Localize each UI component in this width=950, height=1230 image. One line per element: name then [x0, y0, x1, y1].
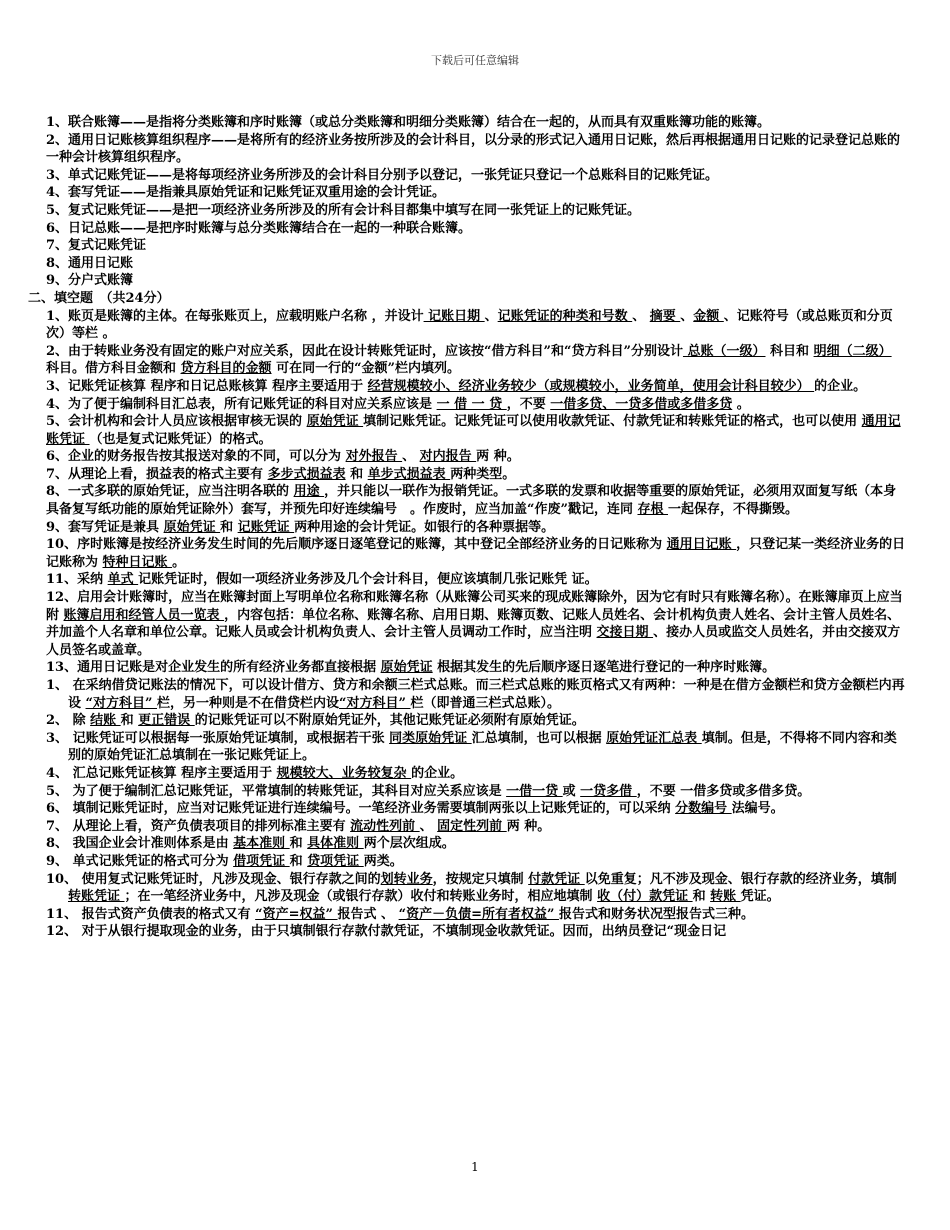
text-run: 9、 单式记账凭证的格式可分为 [46, 853, 234, 869]
answer-blank: 结账 [90, 713, 121, 729]
answer-blank: 一借一贷 [506, 783, 563, 799]
text-run: 1、联合账簿——是指将分类账簿和序时账簿（或总分类账簿和明细分类账簿）结合在一起的，从而具有双重账簿功能的账簿。 [46, 115, 771, 130]
paragraph [28, 871, 908, 906]
text-run: 。 [732, 396, 750, 412]
text-run: 6、日记总账——是把序时账簿与总分类账簿结合在一起的一种联合账簿。 [46, 220, 472, 236]
text-run: 和 [692, 889, 711, 905]
paragraph [28, 783, 908, 801]
text-run: 9、分户式账簿 [46, 273, 134, 289]
text-run: 7、复式记账凭证 [46, 238, 147, 254]
text-run: 、记账符号（或总账页和分页次）等栏 。 [46, 308, 893, 342]
text-run: 4、为了便于编制科目汇总表，所有记账凭证的科目对应关系应该是 [46, 396, 437, 412]
text-run: 11、 报告式资产负债表的格式又有 [46, 906, 256, 922]
text-run: 两 种。 [476, 449, 520, 465]
paragraph [28, 308, 908, 343]
text-run: 9、套写凭证是兼具 [46, 519, 164, 535]
text-run: 4、套写凭证——是指兼具原始凭证和记账凭证双重用途的会计凭证。 [46, 185, 446, 201]
text-run: 和 [220, 519, 238, 535]
text-run: （也是复式记账凭证）的格式。 [89, 431, 272, 447]
answer-blank: 金额 [693, 308, 724, 324]
paragraph [28, 800, 908, 818]
text-run: 栏，另一种则是不在借贷栏内设 [157, 695, 340, 711]
paragraph [28, 765, 908, 783]
answer-blank: 贷项凭证 [307, 853, 364, 869]
answer-blank: 规模较大、业务较复杂 [276, 765, 412, 781]
paragraph [28, 343, 908, 378]
text-run: 报告式 、 [337, 906, 399, 922]
text-run: 1、 在采纳借贷记账法的情况下，可以设计借方、贷方和余额三栏式总账。而三栏式总账的账页格式又有两种：一种是在借方金额栏和贷方金额栏内再设 [46, 678, 905, 711]
text-run: 的企业。 [814, 378, 867, 394]
answer-blank: 通用日记账 [666, 537, 737, 553]
paragraph [28, 114, 908, 132]
text-run: ，不要 一借多贷或多借多贷。 [636, 783, 811, 799]
paragraph [28, 237, 908, 255]
paragraph [28, 519, 908, 537]
paragraph [28, 712, 908, 730]
paragraph [28, 202, 908, 220]
text-run: 、接办人员或监交人员姓名，并由交接双方人员签名或盖章。 [46, 625, 901, 658]
text-run: 7、从理论上看，损益表的格式主要有 [46, 466, 268, 482]
answer-blank: 记账凭证的种类和号数 [497, 308, 633, 324]
text-run: 法编号。 [731, 801, 784, 817]
text-run: 一起保存，不得撕毁。 [668, 502, 799, 518]
answer-blank: 转账 [710, 889, 741, 905]
paragraph [28, 835, 908, 853]
text-run: 和 [289, 836, 308, 852]
page-header: 下载后可任意编辑 [431, 54, 519, 67]
text-run: 2、由于转账业务没有固定的账户对应关系，因此在设计转账凭证时，应该按“借方科目”和“贷方科目”分别设计 [46, 343, 683, 359]
paragraph [28, 923, 908, 941]
text-run: 、 [632, 308, 650, 324]
answer-blank: 记账日期 [423, 308, 485, 324]
text-run: 12、 对于从银行提取现金的业务，由于只填制银行存款付款凭证，不填制现金收款凭证。因而，出纳员登记“现金日记 [46, 924, 727, 940]
text-run: 6、 填制记账凭证时，应当对记账凭证进行连续编号。一笔经济业务需要填制两张以上记账凭证的，可以采纳 [46, 801, 676, 817]
text-run: 7、 从理论上看，资产负债表项目的排列标准主要有 [46, 818, 351, 834]
answer-blank: 明细（二级） [813, 343, 892, 359]
answer-blank: 存根 [637, 502, 669, 518]
text-run: 2、 除 [46, 713, 91, 729]
answer-blank: 多步式损益表 [267, 466, 346, 482]
paragraph [28, 272, 908, 290]
text-run: 5、 为了便于编制汇总记账凭证，平常填制的转账凭证，其科目对应关系应该是 [46, 783, 507, 799]
text-run: 填制。但是，不得将不同内容和类别的原始凭证汇总填制在一张记账凭证上。 [68, 730, 897, 764]
paragraph [28, 466, 908, 484]
section-heading [28, 290, 908, 308]
text-run: 、 [419, 818, 438, 834]
text-run: ，只登记某一类经济业务的日记账称为 [46, 537, 906, 570]
paragraph [28, 906, 908, 924]
text-run: 3、 记账凭证可以根据每一张原始凭证填制，或根据若干张 [46, 730, 390, 746]
text-run: 10、 使用复式记账凭证时，凡涉及现金、银行存款之间的 [46, 871, 381, 887]
text-run: 凭证。 [740, 889, 780, 905]
text-run: 4、 汇总记账凭证核算 程序主要适用于 [46, 765, 277, 781]
answer-blank: 交接日期 [596, 625, 654, 641]
answer-blank: 原始凭证 [380, 660, 433, 676]
text-run: 、 [484, 308, 498, 324]
text-run: 报告式和财务状况型报告式三种。 [558, 906, 754, 922]
text-run: 6、企业的财务报告按其报送对象的不同，可以分为 [46, 449, 346, 465]
text-run: 3、单式记账凭证——是将每项经济业务所涉及的会计科目分别予以登记，一张凭证只登记一个总账科目的记账凭证。 [46, 167, 719, 183]
answer-blank: 收（付）款凭证 [597, 889, 693, 905]
text-run: 2、通用日记账核算组织程序——是将所有的经济业务按所涉及的会计科目，以分录的形式记入通用日记账，然后再根据通用日记账的记录登记总账的一种会计核算组织程序。 [46, 132, 901, 166]
paragraph [28, 571, 908, 589]
answer-blank: 原始凭证汇总表 [606, 730, 702, 746]
paragraph [28, 167, 908, 185]
answer-blank: 原始凭证 [163, 519, 221, 535]
paragraph [28, 184, 908, 202]
text-run: 13、通用日记账是对企业发生的所有经济业务都直接根据 [46, 660, 381, 676]
text-run: 或 [562, 783, 581, 799]
paragraph [28, 536, 908, 571]
text-run: ，并只能以一联作为报销凭证。一式多联的发票和收据等重要的原始凭证，必须用双面复写纸（本身具备复写纸功能的原始凭证除外）套写，并预先印好连续编号 。作废时，应当加盖“作废”戳记，连同 [46, 484, 897, 518]
text-run: 、 [680, 308, 694, 324]
answer-blank: “对方科目” [339, 695, 411, 711]
answer-blank: 一借多贷、一贷多借或多借多贷 [550, 396, 733, 412]
answer-blank: 固定性列前 [437, 818, 507, 834]
paragraph [28, 378, 908, 396]
paragraph [28, 132, 908, 167]
answer-blank: 转账凭证 [68, 889, 125, 905]
paragraph [28, 220, 908, 238]
answer-blank: 流动性列前 [350, 818, 420, 834]
answer-blank: 划转业务 [380, 871, 433, 887]
text-run: 8、一式多联的原始凭证，应当注明各联的 [46, 484, 294, 500]
answer-blank: “对方科目” [85, 695, 158, 711]
text-run: 5、复式记账凭证——是把一项经济业务所涉及的所有会计科目都集中填写在同一张凭证上的记账凭证。 [46, 202, 641, 218]
document-body [28, 114, 908, 941]
answer-blank: 贷方科目的金额 [180, 361, 272, 377]
answer-blank: 一 借 一 贷 [436, 396, 507, 412]
answer-blank: 经营规模较小、经济业务较少（或规模较小，业务简单，使用会计科目较少） [367, 378, 815, 394]
paragraph [28, 677, 908, 712]
answer-blank: 同类原始凭证 [389, 730, 472, 746]
text-run: 和 [345, 466, 368, 482]
answer-blank: 账簿启用和经管人员一览表 [63, 607, 225, 623]
answer-blank: 总账（一级） [682, 343, 766, 359]
answer-blank: 用途 [293, 484, 325, 500]
text-run: 。 [172, 554, 186, 570]
paragraph [28, 448, 908, 466]
answer-blank: 借项凭证 [233, 853, 290, 869]
text-run: 栏（即普通三栏式总账）。 [410, 695, 561, 711]
text-run: 两个层次组成。 [363, 836, 455, 852]
text-run: 科目。借方科目金额和 [46, 361, 181, 377]
answer-blank: 更正错误 [138, 713, 195, 729]
answer-blank: 特种日记账 [102, 554, 173, 570]
answer-blank: 摘要 [649, 308, 681, 324]
text-run: 和 [120, 713, 139, 729]
answer-blank: “资产－负债=所有者权益” [398, 906, 559, 922]
answer-blank: 记账凭证 [237, 519, 295, 535]
text-run: 、 [402, 449, 420, 465]
answer-blank: 分数编号 [675, 801, 732, 817]
answer-blank: “资产=权益” [255, 906, 338, 922]
text-run: 8、通用日记账 [46, 255, 134, 271]
paragraph [28, 589, 908, 659]
paragraph [28, 659, 908, 677]
text-run: 5、会计机构和会计人员应该根据审核无误的 [46, 414, 307, 430]
answer-blank: 对外报告 [345, 449, 403, 465]
answer-blank: 付款凭证 [528, 871, 585, 887]
paragraph [28, 483, 908, 518]
text-run: 两类。 [363, 853, 403, 869]
text-run: 1、账页是账簿的主体。在每张账页上，应载明账户名称 ，并设计 [46, 308, 424, 324]
text-run: ，不要 [506, 396, 551, 412]
page-number: 1 [471, 1160, 479, 1174]
text-run: 记账凭证时，假如一项经济业务涉及几个会计科目，便应该填制几张记账凭 证。 [138, 572, 598, 588]
answer-blank: 一贷多借 [580, 783, 637, 799]
text-run: 11、采纳 [46, 572, 108, 588]
text-run: 3、记账凭证核算 程序和日记总账核算 程序主要适用于 [46, 378, 368, 394]
text-run: 科目和 [765, 343, 814, 359]
text-run: ，按规定只填制 [432, 871, 529, 887]
paragraph [28, 396, 908, 414]
paragraph [28, 413, 908, 448]
paragraph [28, 730, 908, 765]
text-run: 根据其发生的先后顺序逐日逐笔进行登记的一种序时账簿。 [432, 660, 776, 676]
answer-blank: 具体准则 [307, 836, 364, 852]
text-run: 填制记账凭证。记账凭证可以使用收款凭证、付款凭证和转账凭证的格式，也可以使用 [363, 414, 862, 430]
text-run: 8、 我国企业会计准则体系是由 [46, 836, 234, 852]
answer-blank: 单式 [107, 572, 139, 588]
text-run: 两种用途的会计凭证。如银行的各种票据等。 [294, 519, 555, 535]
text-run: 的记账凭证可以不附原始凭证外，其他记账凭证必须附有原始凭证。 [194, 713, 585, 729]
answer-blank: 通用记账凭证 [46, 414, 901, 447]
text-run: 二、填空题 （共24分） [28, 290, 170, 306]
text-run: ，内容包括：单位名称、账簿名称、启用日期、账簿页数、记账人员姓名、会计机构负责人姓名、会计主管人员姓名、并加盖个人名章和单位公章。记账人员或会计机构负责人、会计主管人员调动工作时，应当注明 [46, 607, 901, 641]
paragraph [28, 255, 908, 273]
answer-blank: 对内报告 [419, 449, 477, 465]
text-run: 可在同一行的“金额”栏内填列。 [271, 361, 461, 377]
text-run: ；在一笔经济业务中，凡涉及现金（或银行存款）收付和转账业务时，相应地填制 [124, 889, 598, 905]
text-run: 10、序时账簿是按经济业务发生时间的先后顺序逐日逐笔登记的账簿，其中登记全部经济业务的日记账称为 [46, 537, 667, 553]
text-run: 汇总填制，也可以根据 [471, 730, 607, 746]
text-run: 12、启用会计账簿时，应当在账簿封面上写明单位名称和账簿名称（从账簿公司买来的现成账簿除外，因为它有时只有账簿名称）。在账簿扉页上应当附 [46, 590, 903, 623]
text-run: 和 [289, 853, 308, 869]
paragraph [28, 818, 908, 836]
text-run: 以免重复；凡不涉及现金、银行存款的经济业务，填制 [584, 871, 897, 887]
answer-blank: 单步式损益表 [367, 466, 451, 482]
answer-blank: 原始凭证 [306, 414, 364, 430]
answer-blank: 基本准则 [233, 836, 290, 852]
paragraph [28, 853, 908, 871]
text-run: 两种类型。 [450, 466, 516, 482]
text-run: 的企业。 [411, 765, 464, 781]
text-run: 两 种。 [506, 818, 551, 834]
